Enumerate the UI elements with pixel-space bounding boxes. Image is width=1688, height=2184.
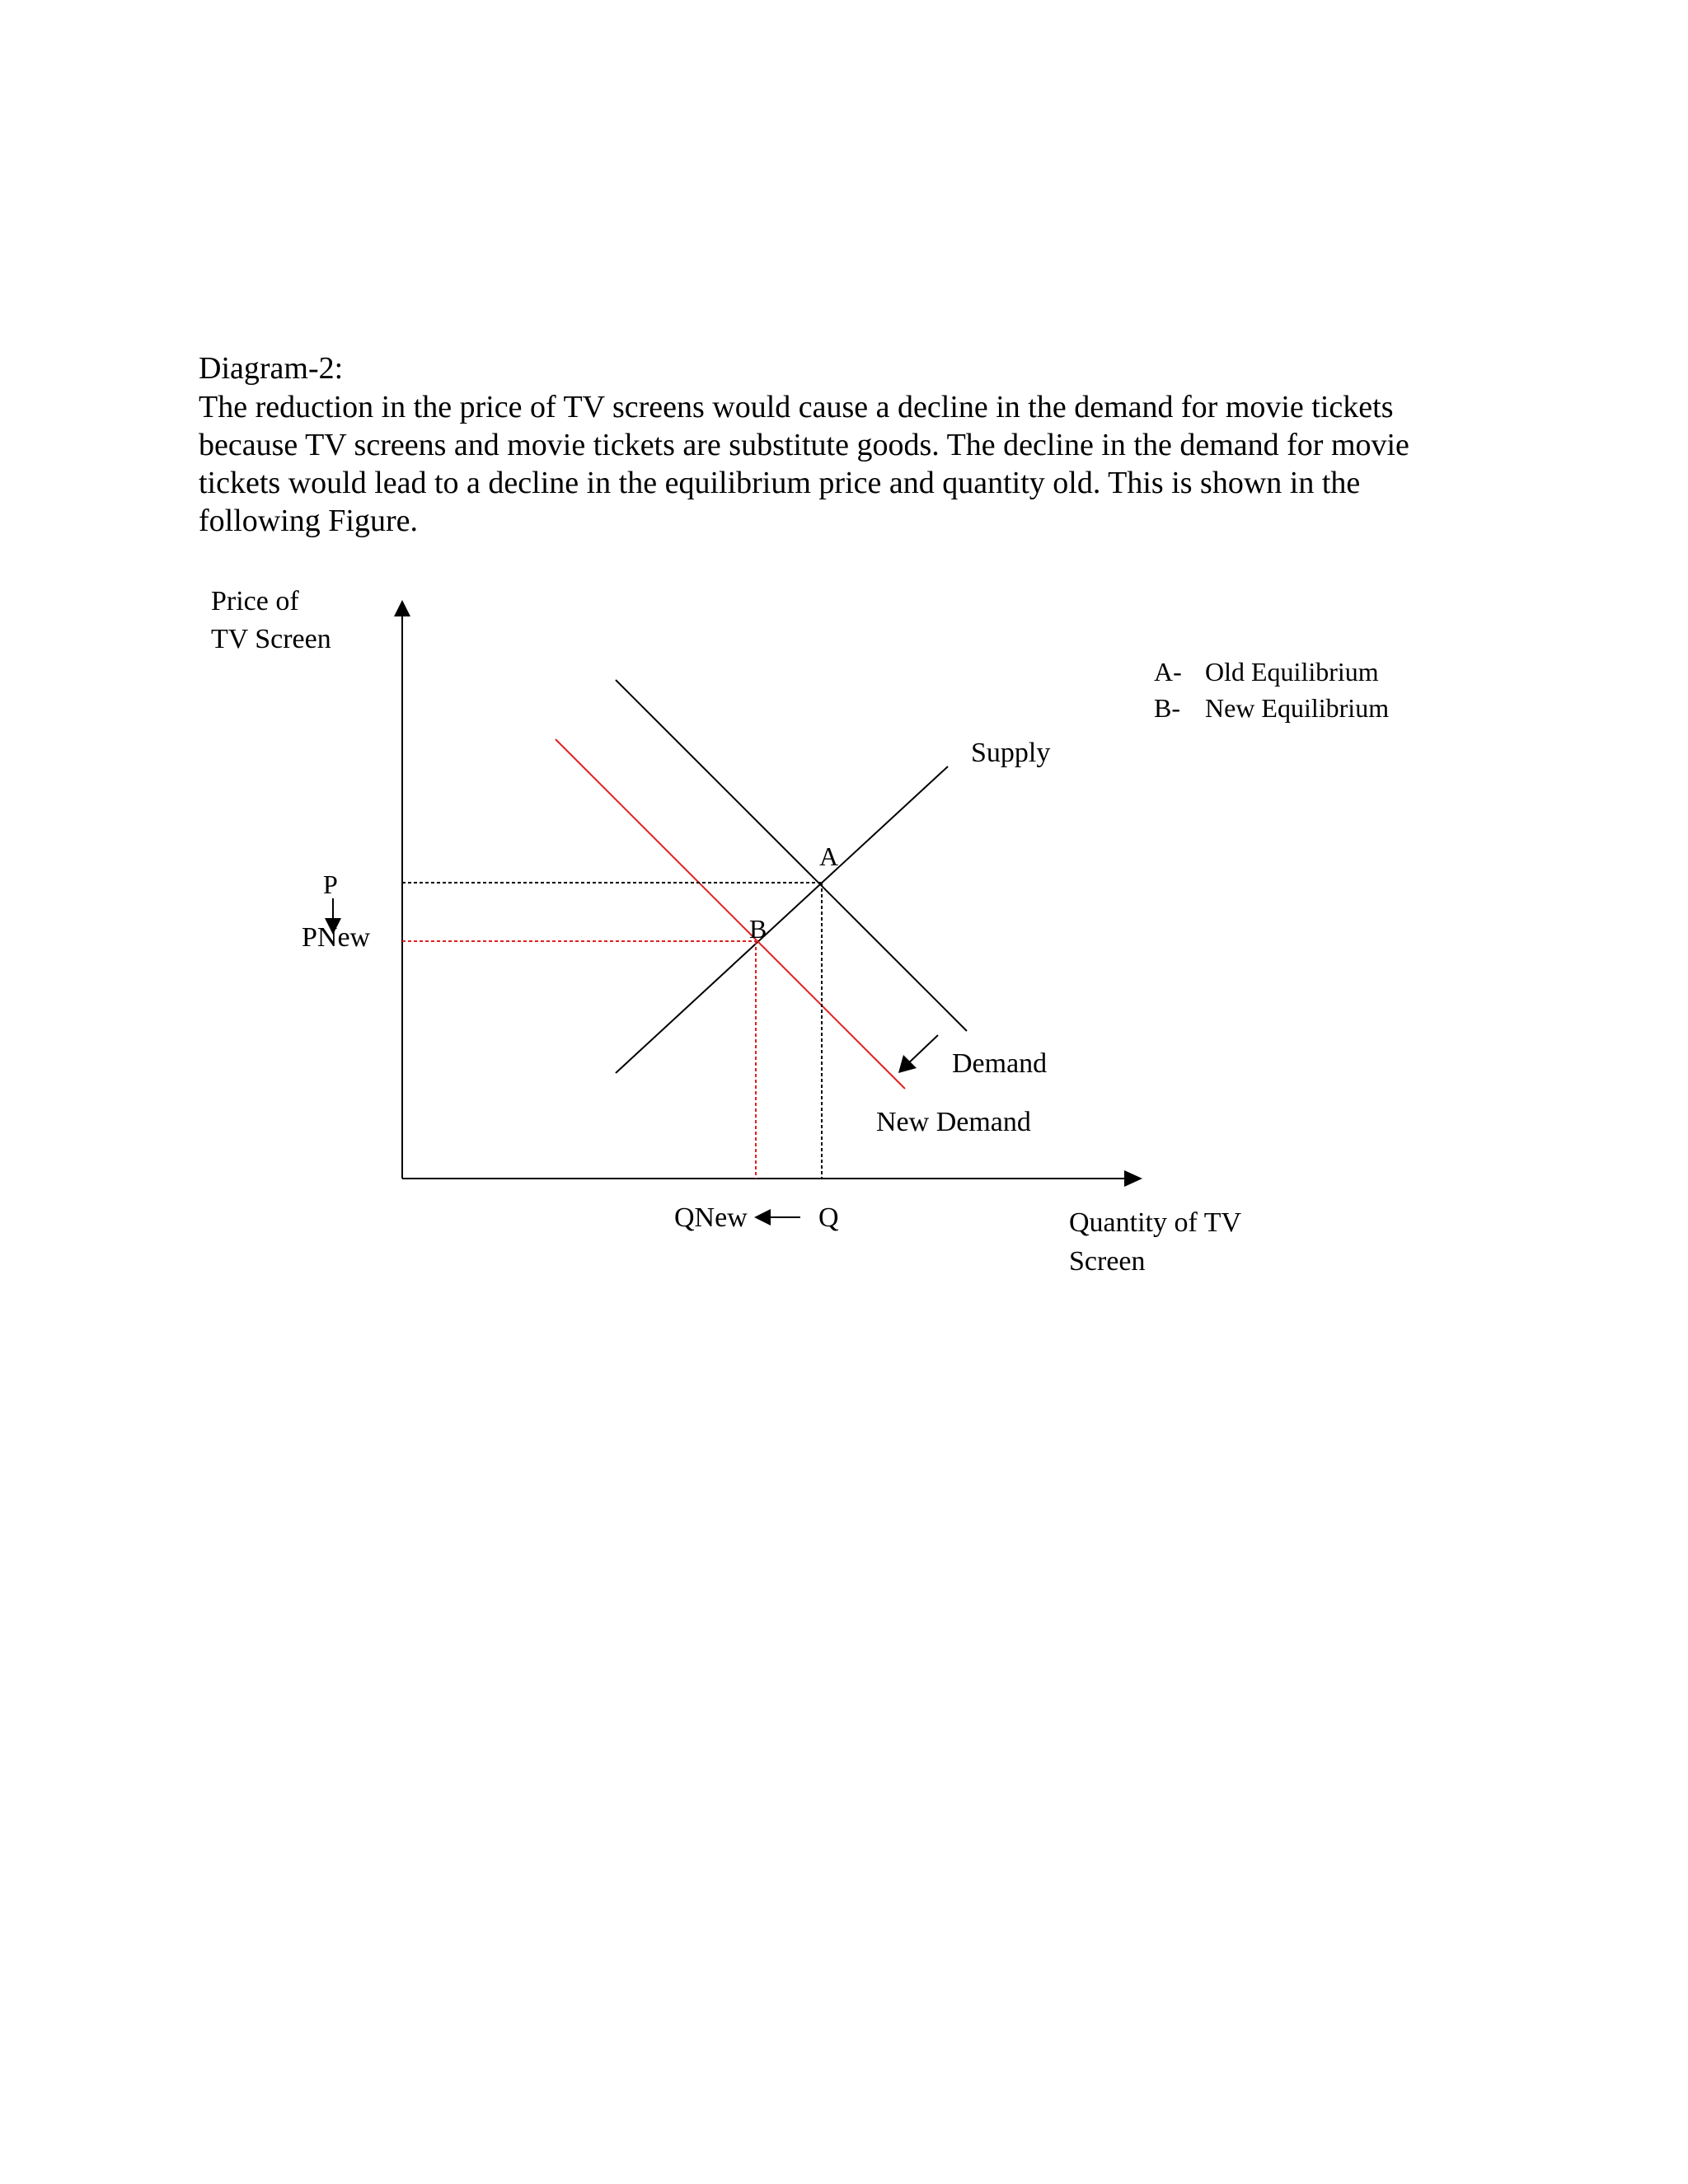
point-b-label: B: [749, 914, 767, 944]
x-axis-label-line1: Quantity of TV: [1069, 1207, 1242, 1238]
supply-curve: [616, 766, 948, 1073]
new-demand-label: New Demand: [876, 1107, 1031, 1137]
point-a-label: A: [819, 841, 839, 871]
legend-b-text: New Equilibrium: [1205, 693, 1390, 723]
demand-label: Demand: [952, 1048, 1048, 1079]
y-axis-label-line2: TV Screen: [211, 624, 331, 654]
demand-curve: [616, 680, 967, 1031]
diagram-heading: Diagram-2:: [199, 351, 344, 386]
x-axis-arrowhead: [1124, 1170, 1142, 1187]
x-axis-label-line2: Screen: [1069, 1246, 1146, 1277]
quantity-new-label: QNew: [674, 1202, 748, 1233]
quantity-shift-arrowhead: [754, 1209, 771, 1226]
legend-a-text: Old Equilibrium: [1205, 657, 1379, 687]
price-new-label: PNew: [302, 922, 371, 953]
legend-a-key: A-: [1154, 657, 1182, 687]
quantity-old-label: Q: [818, 1202, 839, 1233]
legend-b-key: B-: [1154, 693, 1180, 723]
price-old-label: P: [323, 869, 338, 899]
y-axis-arrowhead: [394, 600, 410, 616]
new-demand-curve: [556, 739, 905, 1089]
supply-label: Supply: [971, 738, 1051, 768]
explanation-paragraph: The reduction in the price of TV screens would cause a decline in the demand for movie tickets because TV screens and movie tickets are substitute goods. The decline in the demand for movie tickets would lead to a decline in the equilibrium price and quantity old. This is shown in the following Figure.: [199, 390, 1409, 538]
y-axis-label-line1: Price of: [211, 586, 299, 616]
